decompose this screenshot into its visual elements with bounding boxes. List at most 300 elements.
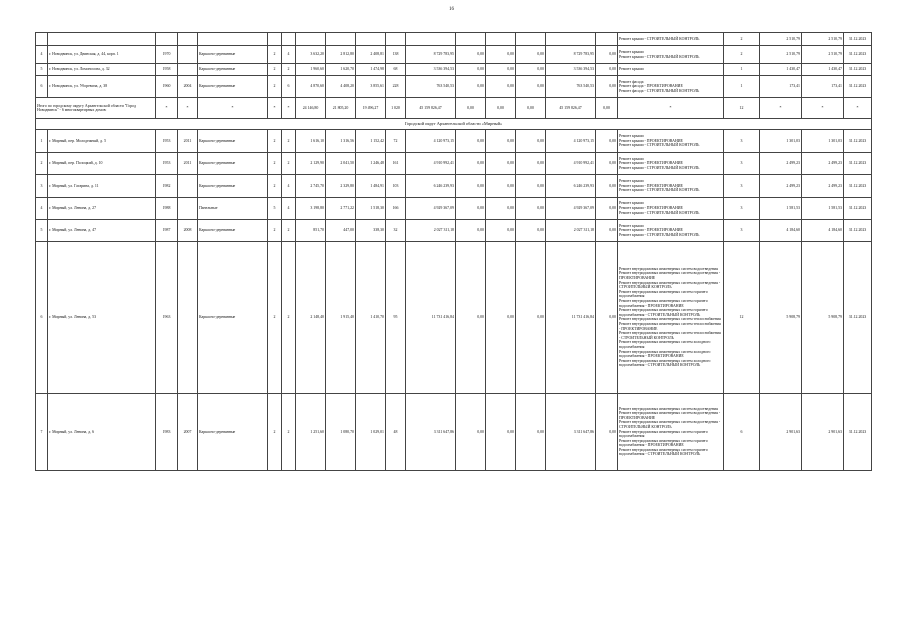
cell-c3: 0,00 bbox=[486, 197, 516, 219]
cell-y2: 2008 bbox=[178, 219, 198, 241]
cell-addr: г. Мирный, пер. Полоцкий, д. 10 bbox=[48, 152, 156, 174]
cell-en: 4 bbox=[282, 46, 296, 64]
table-row bbox=[36, 33, 872, 46]
cell-c1: 4 929 367,09 bbox=[406, 197, 456, 219]
work-item: Ремонт внутридомовых инженерных систем холодного водоснабжения bbox=[619, 340, 711, 349]
cell-d: 31.12.2023 bbox=[844, 175, 872, 197]
cell-c5 bbox=[546, 33, 596, 46]
works-cell bbox=[618, 33, 724, 46]
cell-y2: 2004 bbox=[178, 75, 198, 97]
work-item: Ремонт крыши bbox=[619, 134, 644, 139]
cell-res: 32 bbox=[386, 219, 406, 241]
subtotal-row bbox=[36, 98, 872, 119]
cell-p2: 1 430,47 bbox=[802, 63, 844, 75]
cell-c6: 0,00 bbox=[596, 152, 618, 174]
cell-a2: 447,00 bbox=[326, 219, 356, 241]
cell-res: 138 bbox=[386, 46, 406, 64]
cell-y1: 1988 bbox=[156, 197, 178, 219]
cell-addr: г. Мирный, пер. Молодежный, д. 5 bbox=[48, 130, 156, 152]
cell-wall: Каркасно-деревянные bbox=[198, 242, 268, 393]
work-item: Ремонт фасада bbox=[619, 79, 644, 84]
work-item: Ремонт крыши - ПРОЕКТИРОВАНИЕ bbox=[619, 205, 683, 210]
cell-p1: 2 499,23 bbox=[760, 152, 802, 174]
cell-c3: 0,00 bbox=[486, 219, 516, 241]
cell-c1: 2 027 311,18 bbox=[406, 219, 456, 241]
cell-res: 228 bbox=[386, 75, 406, 97]
cell-a3: 1 029,01 bbox=[356, 393, 386, 471]
work-item: Ремонт внутридомовых инженерных систем горячего водоснабжения - СТРОИТЕЛЬНЫЙ КОНТРОЛЬ bbox=[619, 447, 708, 457]
work-item: Ремонт крыши - СТРОИТЕЛЬНЫЙ КОНТРОЛЬ bbox=[619, 143, 700, 148]
cell-n: 2 bbox=[724, 33, 760, 46]
cell-c6 bbox=[596, 33, 618, 46]
cell-wall: Каркасно-деревянные bbox=[198, 46, 268, 64]
cell-num: 4 bbox=[36, 46, 48, 64]
cell-wall: Каркасно-деревянные bbox=[198, 175, 268, 197]
cell-fl: 2 bbox=[268, 130, 282, 152]
cell-n: 3 bbox=[724, 130, 760, 152]
subtotal-cell: 0,00 bbox=[516, 98, 546, 119]
cell-addr: г. Мирный, ул. Ленина, д. 47 bbox=[48, 219, 156, 241]
cell-res: 103 bbox=[386, 175, 406, 197]
cell-d: 31.12.2023 bbox=[844, 242, 872, 393]
cell-y2: 2011 bbox=[178, 152, 198, 174]
cell-y1: 1987 bbox=[156, 219, 178, 241]
subtotal-cell: * bbox=[802, 98, 844, 119]
cell-c3: 0,00 bbox=[486, 242, 516, 393]
works-cell bbox=[618, 219, 724, 241]
cell-y2 bbox=[178, 63, 198, 75]
work-item: Ремонт внутридомовых инженерных систем водоотведения - СТРОИТЕЛЬНЫЙ КОНТРОЛЬ bbox=[619, 280, 721, 290]
cell-c6: 0,00 bbox=[596, 130, 618, 152]
cell-fl: 2 bbox=[268, 393, 282, 471]
cell-wall: Каркасно-деревянные bbox=[198, 393, 268, 471]
cell-c5: 3 311 647,86 bbox=[546, 393, 596, 471]
cell-c5: 4 120 973,15 bbox=[546, 130, 596, 152]
cell-res bbox=[386, 33, 406, 46]
cell-c5: 2 027 311,18 bbox=[546, 219, 596, 241]
cell-p2: 5 908,79 bbox=[802, 242, 844, 393]
subtotal-cell: 1 020 bbox=[386, 98, 406, 119]
cell-c3 bbox=[486, 33, 516, 46]
cell-a1: 3 632,20 bbox=[296, 46, 326, 64]
cell-d: 31.12.2023 bbox=[844, 63, 872, 75]
work-item: Ремонт внутридомовых инженерных систем теплоснабжения - СТРОИТЕЛЬНЫЙ КОНТРОЛЬ bbox=[619, 331, 721, 340]
cell-addr: г. Мирный, ул. Гагарина, д. 11 bbox=[48, 175, 156, 197]
cell-a1: 2 129,90 bbox=[296, 152, 326, 174]
cell-a1 bbox=[296, 33, 326, 46]
cell-res: 95 bbox=[386, 242, 406, 393]
cell-a2: 2 812,80 bbox=[326, 46, 356, 64]
cell-a2: 2 329,80 bbox=[326, 175, 356, 197]
cell-c6: 0,00 bbox=[596, 393, 618, 471]
cell-p1: 4 184,60 bbox=[760, 219, 802, 241]
work-item: Ремонт внутридомовых инженерных систем водоотведения bbox=[619, 406, 718, 411]
subtotal-cell: 19 496,27 bbox=[356, 98, 386, 119]
cell-wall bbox=[198, 33, 268, 46]
work-item: Ремонт крыши bbox=[619, 178, 644, 183]
section-header: Городской округ Архангельской области «Мирный» bbox=[36, 119, 872, 130]
cell-c2: 0,00 bbox=[456, 46, 486, 64]
work-item: Ремонт крыши bbox=[619, 156, 644, 161]
subtotal-cell: * bbox=[268, 98, 282, 119]
cell-p1: 173,41 bbox=[760, 75, 802, 97]
cell-addr: г. Новодвинск, ул. Ломоносова, д. 32 bbox=[48, 63, 156, 75]
cell-p2: 1 581,53 bbox=[802, 197, 844, 219]
capital-repair-table bbox=[35, 32, 872, 471]
cell-p2: 2 901,63 bbox=[802, 393, 844, 471]
cell-c5: 763 540,53 bbox=[546, 75, 596, 97]
cell-y2: 2007 bbox=[178, 393, 198, 471]
cell-y1: 1953 bbox=[156, 152, 178, 174]
cell-y1: 1983 bbox=[156, 393, 178, 471]
cell-d: 31.12.2023 bbox=[844, 46, 872, 64]
work-item: Ремонт крыши bbox=[619, 49, 644, 54]
novodvinsk-rows bbox=[36, 33, 872, 98]
subtotal-cell: * bbox=[282, 98, 296, 119]
subtotal-cell: * bbox=[156, 98, 178, 119]
cell-fl: 2 bbox=[268, 219, 282, 241]
table-row bbox=[36, 242, 872, 393]
cell-y1: 1982 bbox=[156, 175, 178, 197]
cell-c4: 0,00 bbox=[516, 197, 546, 219]
cell-res: 72 bbox=[386, 130, 406, 152]
work-item: Ремонт внутридомовых инженерных систем холодного водоснабжения - СТРОИТЕЛЬНЫЙ КОНТРОЛЬ bbox=[619, 358, 711, 368]
cell-n: 3 bbox=[724, 175, 760, 197]
table-row bbox=[36, 152, 872, 174]
table-row bbox=[36, 130, 872, 152]
subtotal-cell: * bbox=[844, 98, 872, 119]
cell-a1: 2 148,40 bbox=[296, 242, 326, 393]
cell-a3 bbox=[356, 33, 386, 46]
cell-n: 1 bbox=[724, 63, 760, 75]
cell-c2 bbox=[456, 33, 486, 46]
cell-c6: 0,00 bbox=[596, 46, 618, 64]
cell-c2: 0,00 bbox=[456, 75, 486, 97]
cell-y1: 1958 bbox=[156, 63, 178, 75]
cell-p1: 2 499,23 bbox=[760, 175, 802, 197]
cell-num: 5 bbox=[36, 219, 48, 241]
cell-a2: 1 316,56 bbox=[326, 130, 356, 152]
work-item: Ремонт крыши - СТРОИТЕЛЬНЫЙ КОНТРОЛЬ bbox=[619, 188, 700, 193]
cell-c3: 0,00 bbox=[486, 63, 516, 75]
cell-c3: 0,00 bbox=[486, 130, 516, 152]
cell-addr: г. Новодвинск, ул. Двинская, д. 44, корп. 1 bbox=[48, 46, 156, 64]
cell-c4: 0,00 bbox=[516, 63, 546, 75]
cell-res: 48 bbox=[386, 393, 406, 471]
section-header-row bbox=[36, 119, 872, 130]
cell-c2: 0,00 bbox=[456, 63, 486, 75]
cell-c1: 763 540,53 bbox=[406, 75, 456, 97]
cell-num: 7 bbox=[36, 393, 48, 471]
works-cell bbox=[618, 152, 724, 174]
cell-en: 6 bbox=[282, 75, 296, 97]
cell-y1: 1970 bbox=[156, 46, 178, 64]
cell-fl: 2 bbox=[268, 242, 282, 393]
cell-fl: 2 bbox=[268, 46, 282, 64]
works-cell bbox=[618, 242, 724, 393]
cell-p2: 1 301,03 bbox=[802, 130, 844, 152]
cell-a3: 3 855,61 bbox=[356, 75, 386, 97]
cell-n: 3 bbox=[724, 152, 760, 174]
cell-c6: 0,00 bbox=[596, 75, 618, 97]
cell-c4: 0,00 bbox=[516, 130, 546, 152]
cell-c2: 0,00 bbox=[456, 175, 486, 197]
cell-y2 bbox=[178, 175, 198, 197]
cell-n: 1 bbox=[724, 75, 760, 97]
subtotal-cell: * bbox=[618, 98, 724, 119]
cell-c2: 0,00 bbox=[456, 197, 486, 219]
work-item: Ремонт крыши - СТРОИТЕЛЬНЫЙ КОНТРОЛЬ bbox=[619, 165, 700, 170]
work-item: Ремонт внутридомовых инженерных систем теплоснабжения bbox=[619, 317, 721, 322]
cell-en: 2 bbox=[282, 63, 296, 75]
cell-c5: 4 929 367,09 bbox=[546, 197, 596, 219]
cell-c6: 0,00 bbox=[596, 175, 618, 197]
cell-en: 2 bbox=[282, 219, 296, 241]
subtotal-cell: 21 805,20 bbox=[326, 98, 356, 119]
cell-c5: 11 731 416,84 bbox=[546, 242, 596, 393]
table-row bbox=[36, 393, 872, 471]
subtotal-cell: 24 146,80 bbox=[296, 98, 326, 119]
cell-c1: 3 311 647,86 bbox=[406, 393, 456, 471]
cell-addr: г. Мирный, ул. Ленина, д. 6 bbox=[48, 393, 156, 471]
work-item: Ремонт крыши - СТРОИТЕЛЬНЫЙ КОНТРОЛЬ bbox=[619, 232, 700, 237]
cell-a1: 1 251,60 bbox=[296, 393, 326, 471]
cell-c4 bbox=[516, 33, 546, 46]
subtotal-cell: 0,00 bbox=[456, 98, 486, 119]
cell-addr: г. Мирный, ул. Ленина, д. 27 bbox=[48, 197, 156, 219]
cell-a3: 1 246,48 bbox=[356, 152, 386, 174]
cell-c1: 4 120 973,15 bbox=[406, 130, 456, 152]
cell-fl: 5 bbox=[268, 197, 282, 219]
cell-c5: 6 246 239,93 bbox=[546, 175, 596, 197]
work-item: Ремонт крыши bbox=[619, 201, 644, 206]
cell-a2: 1 915,40 bbox=[326, 242, 356, 393]
mirny-rows bbox=[36, 130, 872, 471]
work-item: Ремонт внутридомовых инженерных систем горячего водоснабжения - ПРОЕКТИРОВАНИЕ bbox=[619, 299, 708, 308]
work-item: Ремонт внутридомовых инженерных систем горячего водоснабжения - СТРОИТЕЛЬНЫЙ КОНТРОЛЬ bbox=[619, 308, 708, 317]
work-item: Ремонт внутридомовых инженерных систем водоотведения - ПРОЕКТИРОВАНИЕ bbox=[619, 411, 721, 420]
table-row bbox=[36, 197, 872, 219]
cell-a2: 1 080,70 bbox=[326, 393, 356, 471]
table-row bbox=[36, 75, 872, 97]
cell-en: 2 bbox=[282, 242, 296, 393]
cell-a3: 2 408,81 bbox=[356, 46, 386, 64]
work-item: Ремонт внутридомовых инженерных систем холодного водоснабжения - ПРОЕКТИРОВАНИЕ bbox=[619, 349, 711, 359]
cell-a3: 1 484,91 bbox=[356, 175, 386, 197]
cell-c1: 8 729 783,95 bbox=[406, 46, 456, 64]
cell-c4: 0,00 bbox=[516, 152, 546, 174]
cell-en: 4 bbox=[282, 175, 296, 197]
cell-a2 bbox=[326, 33, 356, 46]
work-item: Ремонт крыши bbox=[619, 67, 644, 72]
cell-fl: 2 bbox=[268, 152, 282, 174]
subtotal-cell: 12 bbox=[724, 98, 760, 119]
cell-c1: 4 910 992,41 bbox=[406, 152, 456, 174]
cell-c2: 0,00 bbox=[456, 152, 486, 174]
work-item: Ремонт внутридомовых инженерных систем водоотведения - СТРОИТЕЛЬНЫЙ КОНТРОЛЬ bbox=[619, 420, 721, 429]
cell-a2: 2 041,50 bbox=[326, 152, 356, 174]
cell-c4: 0,00 bbox=[516, 175, 546, 197]
cell-a3: 338,30 bbox=[356, 219, 386, 241]
cell-n: 3 bbox=[724, 197, 760, 219]
cell-c4: 0,00 bbox=[516, 393, 546, 471]
cell-p2: 2 499,23 bbox=[802, 152, 844, 174]
cell-en: 2 bbox=[282, 393, 296, 471]
table-row bbox=[36, 46, 872, 64]
cell-y2: 2011 bbox=[178, 130, 198, 152]
cell-en bbox=[282, 33, 296, 46]
cell-c1: 3 536 394,53 bbox=[406, 63, 456, 75]
cell-a1: 4 870,60 bbox=[296, 75, 326, 97]
table-row bbox=[36, 175, 872, 197]
cell-wall: Каркасно-деревянные bbox=[198, 219, 268, 241]
cell-y2 bbox=[178, 33, 198, 46]
subtotal-cell: * bbox=[760, 98, 802, 119]
cell-c3: 0,00 bbox=[486, 152, 516, 174]
cell-c3: 0,00 bbox=[486, 175, 516, 197]
cell-d: 31.12.2023 bbox=[844, 75, 872, 97]
cell-a1: 851,70 bbox=[296, 219, 326, 241]
cell-a2: 1 620,70 bbox=[326, 63, 356, 75]
work-item: Ремонт внутридомовых инженерных систем горячего водоснабжения bbox=[619, 289, 708, 299]
cell-c5: 4 910 992,41 bbox=[546, 152, 596, 174]
cell-res: 161 bbox=[386, 152, 406, 174]
work-item: Ремонт внутридомовых инженерных систем горячего водоснабжения bbox=[619, 429, 708, 439]
work-item: Ремонт крыши - ПРОЕКТИРОВАНИЕ bbox=[619, 228, 683, 233]
cell-n: 2 bbox=[724, 46, 760, 64]
cell-d: 31.12.2023 bbox=[844, 197, 872, 219]
cell-res: 166 bbox=[386, 197, 406, 219]
cell-y1: 1953 bbox=[156, 130, 178, 152]
cell-y2 bbox=[178, 242, 198, 393]
cell-addr: г. Мирный, ул. Ленина, д. 53 bbox=[48, 242, 156, 393]
cell-en: 4 bbox=[282, 197, 296, 219]
work-item: Ремонт фасада - ПРОЕКТИРОВАНИЕ bbox=[619, 84, 683, 89]
cell-num: 6 bbox=[36, 242, 48, 393]
cell-p2: 4 184,60 bbox=[802, 219, 844, 241]
cell-wall: Каркасно-деревянные bbox=[198, 75, 268, 97]
work-item: Ремонт крыши - ПРОЕКТИРОВАНИЕ bbox=[619, 161, 683, 166]
cell-n: 3 bbox=[724, 219, 760, 241]
cell-p1: 2 510,79 bbox=[760, 46, 802, 64]
table-row bbox=[36, 63, 872, 75]
cell-c1: 6 246 239,93 bbox=[406, 175, 456, 197]
work-item: Ремонт крыши - ПРОЕКТИРОВАНИЕ bbox=[619, 138, 683, 143]
cell-res: 68 bbox=[386, 63, 406, 75]
cell-p2: 2 510,79 bbox=[802, 33, 844, 46]
works-cell bbox=[618, 63, 724, 75]
cell-a1: 1 616,10 bbox=[296, 130, 326, 152]
cell-p1: 5 908,79 bbox=[760, 242, 802, 393]
cell-p1: 2 510,79 bbox=[760, 33, 802, 46]
works-cell bbox=[618, 393, 724, 471]
cell-a1: 1 960,60 bbox=[296, 63, 326, 75]
cell-a1: 3 198,80 bbox=[296, 197, 326, 219]
subtotal-cell: 0,00 bbox=[486, 98, 516, 119]
subtotal-cell: 0,00 bbox=[596, 98, 618, 119]
cell-c5: 8 729 783,95 bbox=[546, 46, 596, 64]
cell-c4: 0,00 bbox=[516, 75, 546, 97]
cell-num: 3 bbox=[36, 175, 48, 197]
cell-addr bbox=[48, 33, 156, 46]
work-item: Ремонт крыши - ПРОЕКТИРОВАНИЕ bbox=[619, 183, 683, 188]
works-cell bbox=[618, 130, 724, 152]
cell-c3: 0,00 bbox=[486, 75, 516, 97]
cell-p1: 1 430,47 bbox=[760, 63, 802, 75]
cell-num: 6 bbox=[36, 75, 48, 97]
cell-num bbox=[36, 33, 48, 46]
work-item: Ремонт крыши - СТРОИТЕЛЬНЫЙ КОНТРОЛЬ bbox=[619, 54, 700, 59]
work-item: Ремонт внутридомовых инженерных систем теплоснабжения - ПРОЕКТИРОВАНИЕ bbox=[619, 322, 721, 331]
cell-fl: 2 bbox=[268, 63, 282, 75]
cell-num: 1 bbox=[36, 130, 48, 152]
cell-c2: 0,00 bbox=[456, 242, 486, 393]
cell-wall: Каркасно-деревянные bbox=[198, 152, 268, 174]
cell-c1: 11 731 416,84 bbox=[406, 242, 456, 393]
cell-y1: 1960 bbox=[156, 75, 178, 97]
cell-fl: 2 bbox=[268, 75, 282, 97]
cell-en: 2 bbox=[282, 152, 296, 174]
work-item: Ремонт внутридомовых инженерных систем водоотведения bbox=[619, 266, 718, 271]
cell-a3: 1 474,98 bbox=[356, 63, 386, 75]
cell-y2 bbox=[178, 197, 198, 219]
work-item: Ремонт крыши bbox=[619, 223, 644, 228]
cell-c6: 0,00 bbox=[596, 63, 618, 75]
cell-p2: 2 510,79 bbox=[802, 46, 844, 64]
work-item: Ремонт крыши - СТРОИТЕЛЬНЫЙ КОНТРОЛЬ bbox=[619, 210, 700, 215]
work-item: Ремонт внутридомовых инженерных систем водоотведения - ПРОЕКТИРОВАНИЕ bbox=[619, 271, 721, 281]
cell-num: 4 bbox=[36, 197, 48, 219]
cell-c2: 0,00 bbox=[456, 219, 486, 241]
cell-y1: 1963 bbox=[156, 242, 178, 393]
cell-c3: 0,00 bbox=[486, 46, 516, 64]
cell-a3: 1 152,42 bbox=[356, 130, 386, 152]
cell-fl: 2 bbox=[268, 175, 282, 197]
cell-p2: 173,41 bbox=[802, 75, 844, 97]
cell-d: 31.12.2023 bbox=[844, 152, 872, 174]
cell-wall: Панельные bbox=[198, 197, 268, 219]
cell-num: 5 bbox=[36, 63, 48, 75]
cell-c1 bbox=[406, 33, 456, 46]
cell-c5: 3 536 394,53 bbox=[546, 63, 596, 75]
subtotal-cell: 45 159 826,47 bbox=[406, 98, 456, 119]
page-number: 16 bbox=[449, 7, 454, 12]
table-row bbox=[36, 219, 872, 241]
works-cell bbox=[618, 46, 724, 64]
cell-d: 31.12.2023 bbox=[844, 130, 872, 152]
cell-en: 2 bbox=[282, 130, 296, 152]
works-cell bbox=[618, 75, 724, 97]
works-cell bbox=[618, 175, 724, 197]
cell-c3: 0,00 bbox=[486, 393, 516, 471]
cell-d: 31.12.2023 bbox=[844, 393, 872, 471]
cell-num: 2 bbox=[36, 152, 48, 174]
cell-n: 12 bbox=[724, 242, 760, 393]
cell-c4: 0,00 bbox=[516, 46, 546, 64]
work-item: Ремонт крыши - СТРОИТЕЛЬНЫЙ КОНТРОЛЬ bbox=[619, 36, 700, 41]
works-cell bbox=[618, 197, 724, 219]
subtotal-label: Итого по городскому округу Архангельской области "Город Новодвинск" - 6 многоквартирных домов: bbox=[36, 98, 156, 119]
cell-wall: Каркасно-деревянные bbox=[198, 63, 268, 75]
cell-c2: 0,00 bbox=[456, 393, 486, 471]
cell-c6: 0,00 bbox=[596, 242, 618, 393]
cell-p1: 1 581,53 bbox=[760, 197, 802, 219]
cell-c4: 0,00 bbox=[516, 219, 546, 241]
subtotal-cell: 45 159 826,47 bbox=[546, 98, 596, 119]
work-item: Ремонт фасада - СТРОИТЕЛЬНЫЙ КОНТРОЛЬ bbox=[619, 88, 700, 93]
cell-fl bbox=[268, 33, 282, 46]
cell-a3: 1 518,30 bbox=[356, 197, 386, 219]
